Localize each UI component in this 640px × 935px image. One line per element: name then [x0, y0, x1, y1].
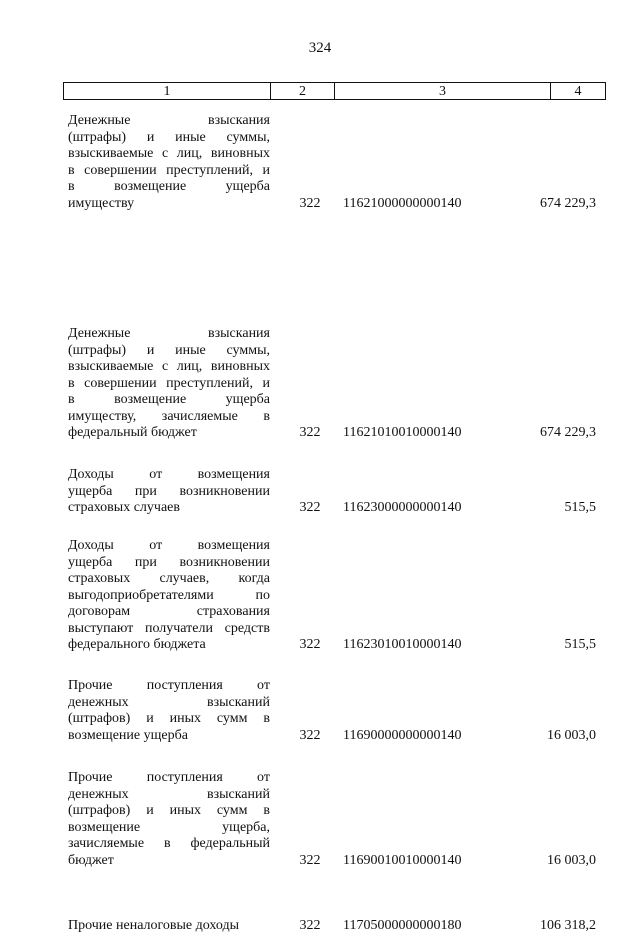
- row-amount: 674 229,3: [540, 195, 596, 211]
- row-amount: 674 229,3: [540, 425, 596, 440]
- row-kbk: 11690000000000140: [343, 727, 462, 743]
- description-line: ущерба при возникновении: [68, 483, 270, 499]
- description-line: выгодоприобретателями по: [68, 587, 270, 603]
- row-code: 322: [299, 500, 321, 515]
- description-line: Доходы от возмещения: [68, 538, 270, 553]
- description-line: Денежные взыскания: [68, 113, 270, 128]
- row-code: 322: [299, 852, 321, 868]
- description-line: возмещение ущерба,: [68, 819, 270, 835]
- description-line: федерального бюджета: [68, 637, 206, 652]
- row-kbk: 11705000000000180: [343, 918, 462, 933]
- header-col-3: 3: [335, 83, 551, 99]
- row-kbk: 11690010010000140: [343, 852, 462, 868]
- header-col-2: 2: [271, 83, 335, 99]
- description-line: Прочие неналоговые доходы: [68, 918, 240, 933]
- description-line: бюджет: [68, 852, 114, 868]
- description-line: выступают получатели средств: [68, 620, 270, 636]
- description-line: федеральный бюджет: [68, 425, 197, 440]
- header-col-4: 4: [574, 84, 582, 99]
- description-line: в совершении преступлений, и: [68, 162, 270, 178]
- description-line: Прочие поступления от: [68, 678, 270, 693]
- row-description: [68, 770, 270, 869]
- description-line: зачисляемые в федеральный: [68, 836, 270, 851]
- page-number: 324: [308, 40, 332, 56]
- row-amount: 16 003,0: [547, 852, 596, 868]
- row-kbk: 11623000000000140: [343, 500, 462, 515]
- row-code: 322: [299, 195, 321, 211]
- description-line: в возмещение ущерба: [68, 392, 270, 407]
- row-code: 322: [299, 425, 321, 440]
- row-description: [68, 538, 270, 654]
- description-line: в совершении преступлений, и: [68, 375, 270, 391]
- description-line: страховых случаев: [68, 500, 180, 515]
- description-line: страховых случаев, когда: [68, 571, 270, 586]
- description-line: Доходы от возмещения: [68, 467, 270, 482]
- description-line: возмещение ущерба: [68, 727, 188, 743]
- header-col-1: 1: [64, 83, 271, 99]
- row-description: [68, 678, 270, 744]
- row-code: 322: [299, 727, 321, 743]
- row-description: [68, 918, 270, 935]
- row-kbk: 11623010010000140: [343, 637, 462, 652]
- row-description: [68, 113, 270, 212]
- description-line: договорам страхования: [68, 604, 270, 619]
- row-code: 322: [299, 918, 321, 933]
- description-line: (штрафов) и иных сумм в: [68, 803, 270, 818]
- description-line: денежных взысканий: [68, 694, 270, 710]
- description-line: денежных взысканий: [68, 786, 270, 802]
- row-amount: 106 318,2: [540, 918, 596, 933]
- description-line: ущерба при возникновении: [68, 554, 270, 570]
- row-code: 322: [299, 637, 321, 652]
- description-line: (штрафы) и иные суммы,: [68, 342, 270, 358]
- description-line: (штрафы) и иные суммы,: [68, 129, 270, 145]
- row-description: [68, 326, 270, 442]
- row-description: [68, 467, 270, 517]
- description-line: Прочие поступления от: [68, 770, 270, 785]
- row-amount: 515,5: [564, 637, 596, 652]
- description-line: в возмещение ущерба: [68, 179, 270, 194]
- row-kbk: 11621010010000140: [343, 425, 462, 440]
- description-line: имуществу, зачисляемые в: [68, 408, 270, 424]
- description-line: Денежные взыскания: [68, 326, 270, 341]
- description-line: имуществу: [68, 195, 135, 211]
- table-header: [63, 82, 606, 100]
- description-line: взыскиваемые с лиц, виновных: [68, 146, 270, 161]
- description-line: (штрафов) и иных сумм в: [68, 711, 270, 726]
- row-amount: 515,5: [564, 500, 596, 515]
- row-amount: 16 003,0: [547, 727, 596, 743]
- description-line: взыскиваемые с лиц, виновных: [68, 359, 270, 374]
- row-kbk: 11621000000000140: [343, 195, 462, 211]
